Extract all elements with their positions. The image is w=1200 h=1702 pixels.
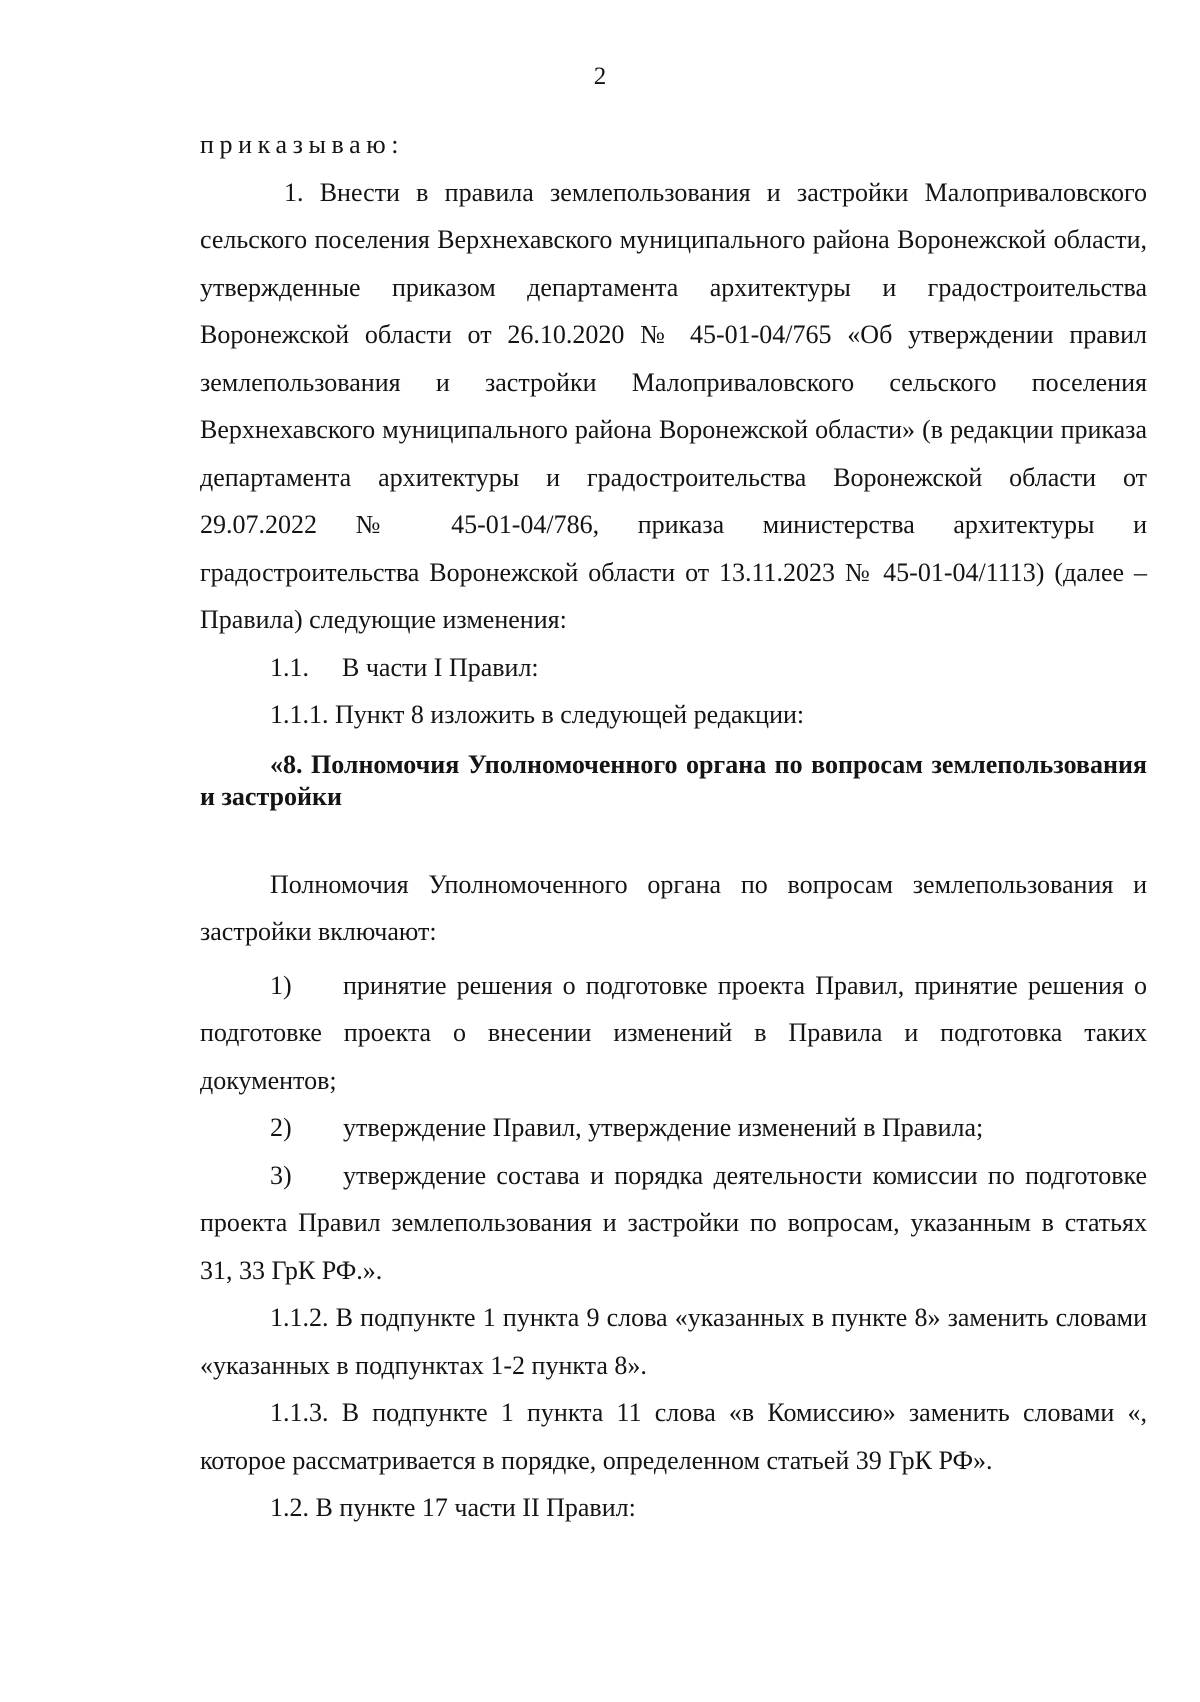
section-heading: «8. Полномочия Уполномоченного органа по вопросам землепользования и застройки [200, 749, 1147, 811]
paragraph-1-1-number: 1.1. [270, 652, 309, 682]
document-body [200, 121, 1147, 1532]
paragraph-powers: Полномочия Уполномоченного органа по вопросам землепользования и застройки включают: [200, 869, 1147, 946]
paragraph-1-1-3: 1.1.3. В подпункте 1 пункта 11 слова «в Комиссию» заменить словами «, которое рассматривается в порядке, определенном статьей 39 ГрК РФ». [200, 1398, 1147, 1475]
list-item-3 [200, 1152, 1147, 1295]
paragraph-1-1-text: В части I Правил: [342, 652, 539, 682]
order-word: приказываю: [200, 130, 405, 159]
paragraph-1-2: 1.2. В пункте 17 части II Правил: [270, 1493, 636, 1522]
list-item-2-text: утверждение Правил, утверждение изменений в Правила; [343, 1113, 984, 1142]
list-item-2 [200, 1104, 1147, 1152]
paragraph-1-1-2: 1.1.2. В подпункте 1 пункта 9 слова «указанных в пункте 8» заменить словами «указанных в подпунктах 1-2 пункта 8». [200, 1303, 1147, 1380]
list-item-3-text: утверждение состава и порядка деятельности комиссии по подготовке проекта Правил землепользования и застройки по вопросам, указанным в статьях 31, 33 ГрК РФ.». [200, 1160, 1147, 1285]
list-item-3-number: 3) [270, 1160, 292, 1190]
paragraph-1: 1. Внести в правила землепользования и застройки Малоприваловского сельского поселения Верхнехавского муниципального района Воронежской области, утвержденные приказом департамента архитектуры и градостроительства Воронежской области от 26.10.2020 № 45-01-04/765 «Об утверждении правил землепользования и застройки Малоприваловского сельского поселения Верхнехавского муниципального района Воронежской области» (в редакции приказа департамента архитектуры и градостроительства Воронежской области от 29.07.2022 № 45-01-04/786, приказа министерства архитектуры и градостроительства Воронежской области от 13.11.2023 № 45-01-04/1113) (далее – Правила) следующие изменения: [200, 177, 1147, 634]
list-item-1-number: 1) [270, 970, 292, 1000]
list-item-1-text: принятие решения о подготовке проекта Правил, принятие решения о подготовке проекта о внесении изменений в Правила и подготовка таких документов; [200, 970, 1147, 1095]
list-item-2-number: 2) [270, 1113, 292, 1142]
paragraph-1-1 [200, 644, 1147, 692]
page-number: 2 [593, 63, 607, 90]
list-item-1 [200, 956, 1147, 1105]
paragraph-1-1-1: 1.1.1. Пункт 8 изложить в следующей редакции: [270, 700, 805, 729]
